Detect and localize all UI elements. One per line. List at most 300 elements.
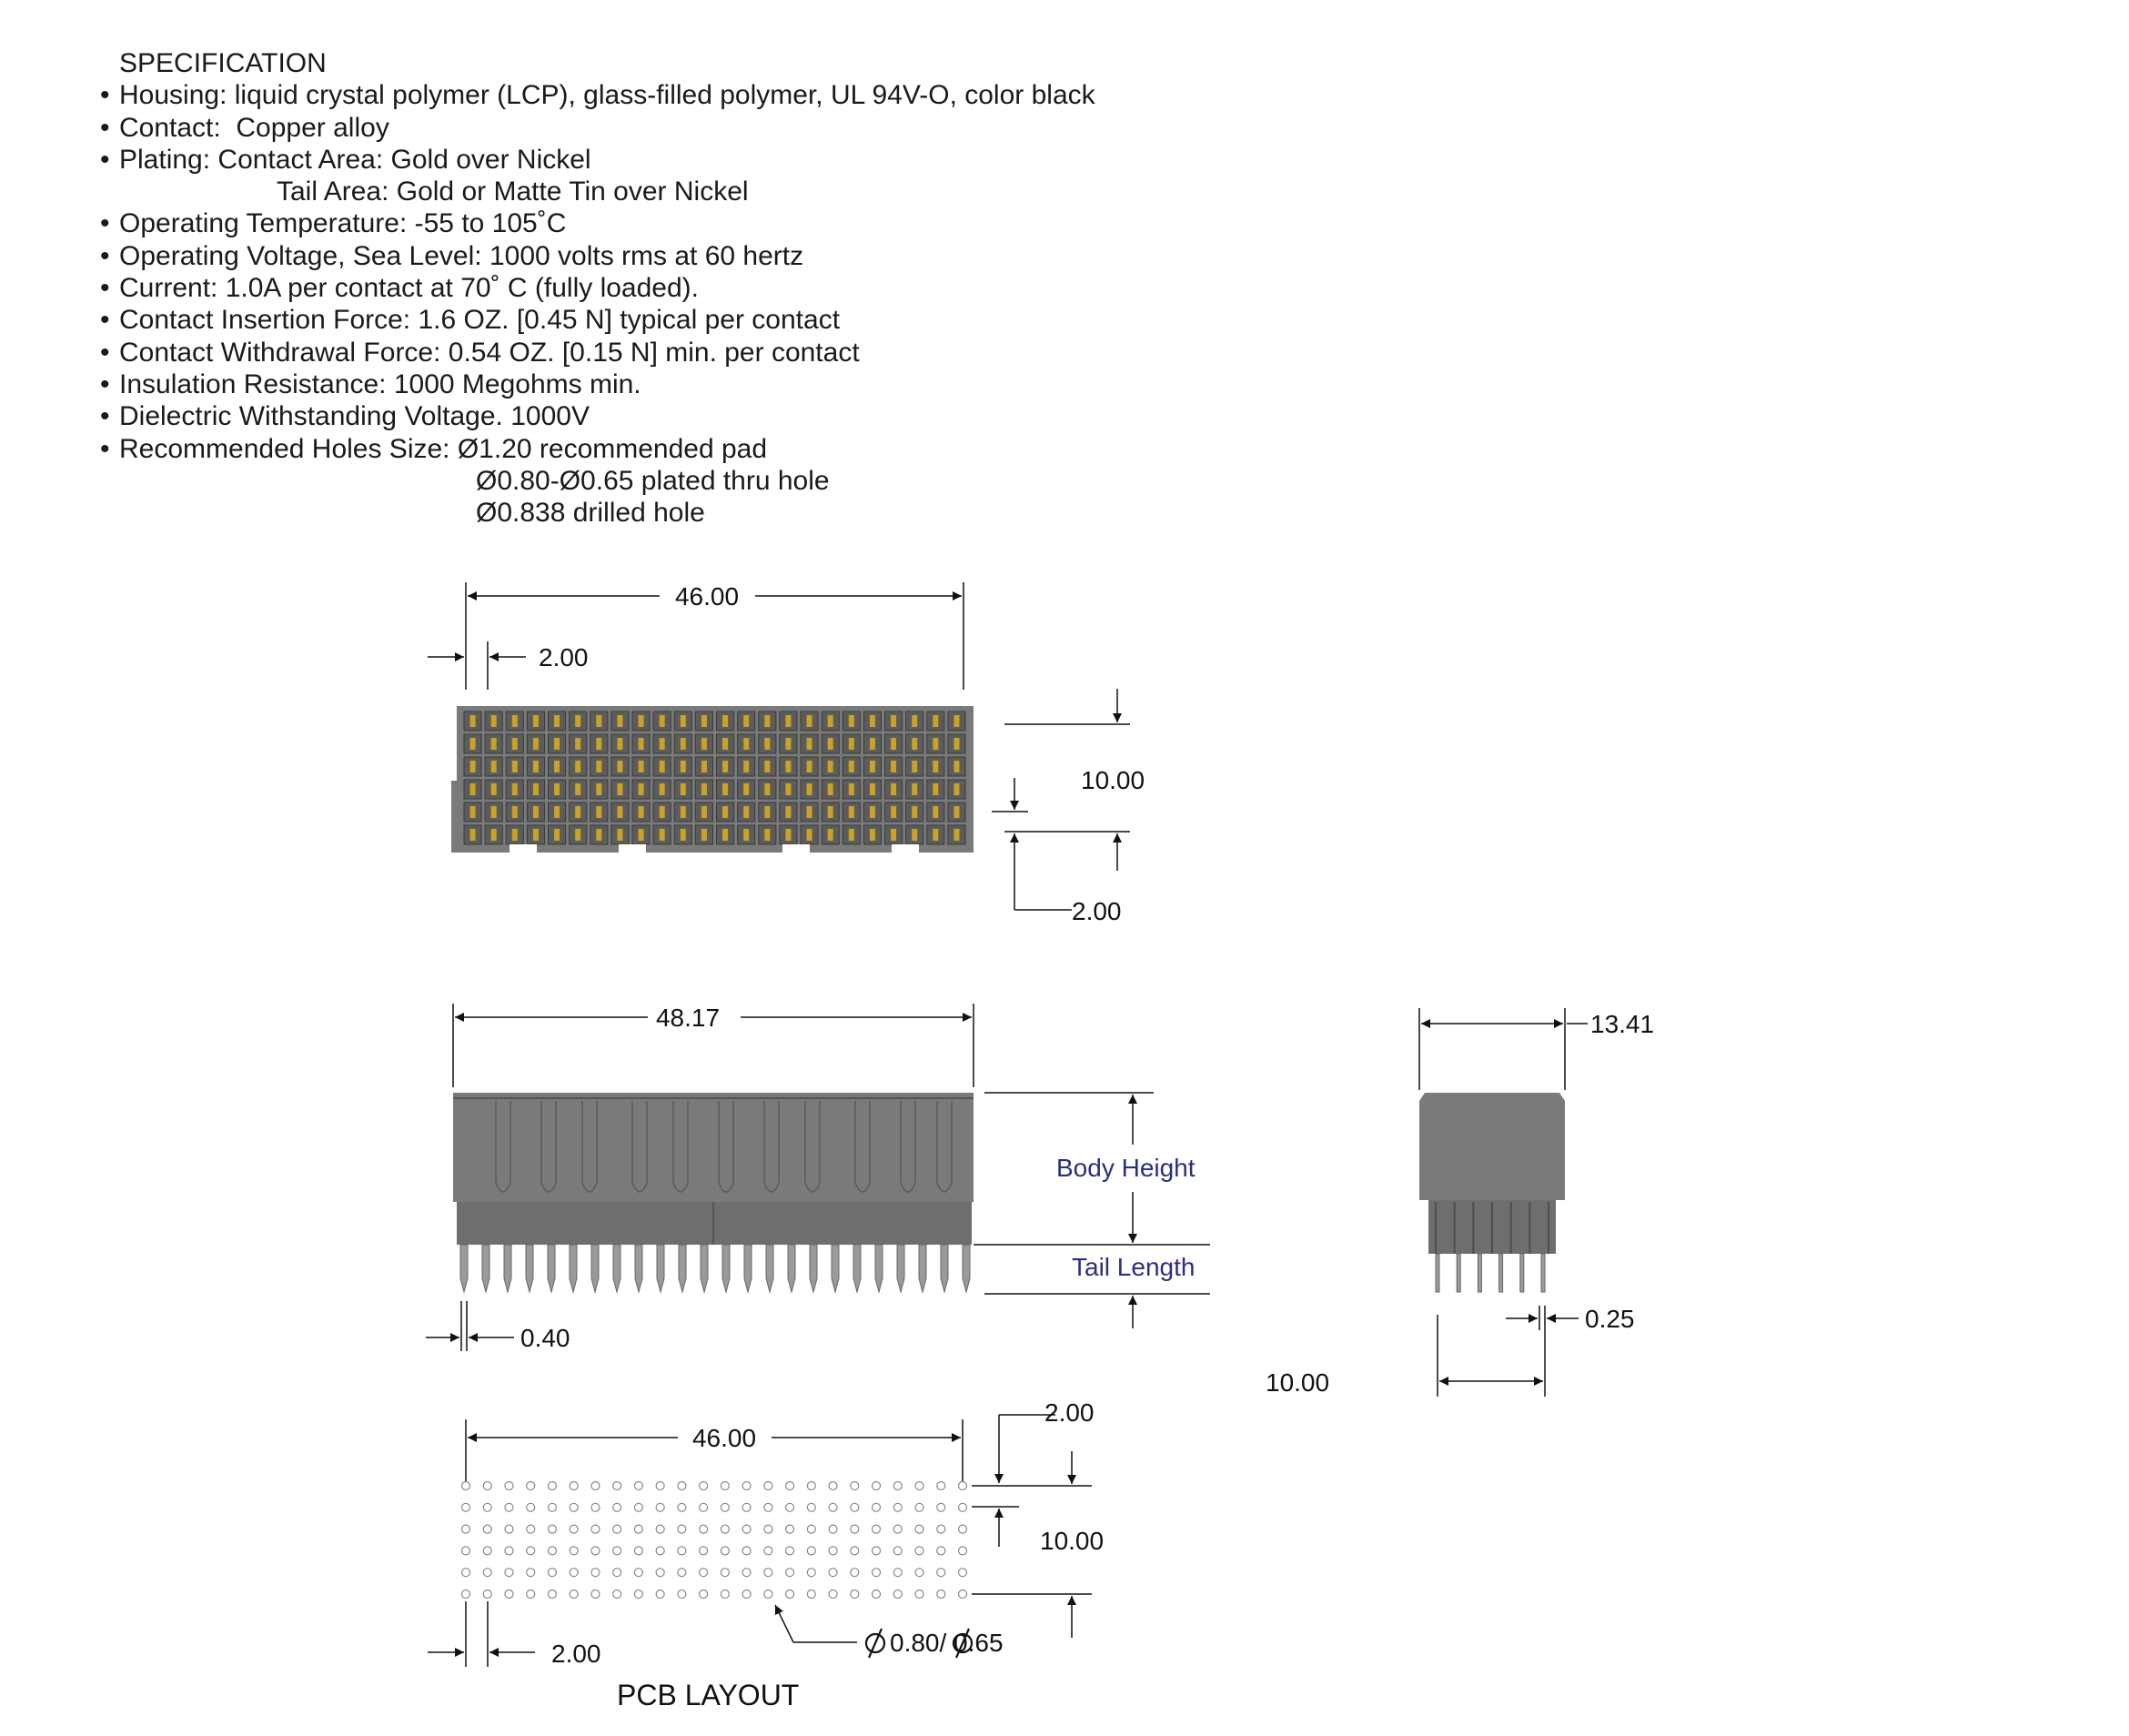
pcb-hole xyxy=(591,1590,600,1599)
contact-gold xyxy=(639,715,644,727)
pcb-hole xyxy=(851,1547,859,1555)
contact-gold xyxy=(849,761,854,772)
top-height-label: 10.00 xyxy=(1081,766,1145,794)
pcb-hole xyxy=(786,1590,794,1599)
pcb-col-pitch-label: 2.00 xyxy=(551,1640,601,1668)
contact-gold xyxy=(491,806,497,818)
pcb-hole xyxy=(462,1547,470,1555)
pcb-hole xyxy=(937,1482,945,1490)
contact-gold xyxy=(512,829,518,841)
pcb-hole xyxy=(721,1547,729,1555)
dim-top-width xyxy=(468,582,962,611)
pcb-hole xyxy=(959,1569,967,1577)
pcb-hole xyxy=(591,1525,600,1533)
contact-gold xyxy=(575,783,580,795)
contact-gold xyxy=(554,761,560,772)
contact-gold xyxy=(639,783,644,795)
pcb-hole xyxy=(742,1547,751,1555)
contact-gold xyxy=(617,761,622,772)
tail-pin xyxy=(963,1245,970,1292)
pcb-hole xyxy=(873,1482,881,1490)
contact-gold xyxy=(785,783,791,795)
spec-line-dielectric: • Dielectric Withstanding Voltage. 1000V xyxy=(100,401,590,432)
pcb-hole xyxy=(959,1503,967,1511)
contact-gold xyxy=(912,715,917,727)
tail-pin xyxy=(788,1245,795,1292)
pcb-hole xyxy=(721,1503,729,1511)
contact-gold xyxy=(722,806,728,818)
contact-gold xyxy=(596,783,601,795)
pcb-hole xyxy=(591,1503,600,1511)
contact-gold xyxy=(554,783,560,795)
pcb-hole xyxy=(786,1503,794,1511)
pcb-hole xyxy=(634,1525,642,1533)
pcb-hole xyxy=(915,1482,923,1490)
contact-gold xyxy=(891,715,896,727)
pcb-hole xyxy=(678,1569,686,1577)
contact-gold xyxy=(660,738,665,750)
pcb-hole xyxy=(873,1590,881,1599)
tail-pin xyxy=(482,1245,489,1292)
pcb-hole xyxy=(851,1482,859,1490)
pcb-hole xyxy=(483,1590,491,1599)
contact-gold xyxy=(533,715,539,727)
pcb-hole xyxy=(462,1482,470,1490)
contact-gold xyxy=(681,806,686,818)
end-view xyxy=(1266,1008,1654,1397)
tail-pin xyxy=(744,1245,752,1292)
contact-gold xyxy=(639,829,644,841)
pcb-hole xyxy=(721,1525,729,1533)
pcb-hole xyxy=(893,1569,902,1577)
tail-pin xyxy=(810,1245,817,1292)
pcb-hole xyxy=(548,1482,556,1490)
contact-gold xyxy=(849,738,854,750)
body-height-label: Body Height xyxy=(1056,1154,1196,1182)
contact-gold xyxy=(828,806,833,818)
pcb-hole xyxy=(764,1590,772,1599)
tail-pin xyxy=(657,1245,664,1292)
contact-gold xyxy=(470,761,476,772)
pcb-hole xyxy=(893,1482,902,1490)
pcb-hole xyxy=(786,1569,794,1577)
spec-line-temperature: • Operating Temperature: -55 to 105˚C xyxy=(100,208,567,239)
contact-gold xyxy=(912,806,917,818)
pin-thickness-label: 0.25 xyxy=(1585,1305,1635,1333)
contact-gold xyxy=(933,715,938,727)
contact-gold xyxy=(870,783,875,795)
side-view xyxy=(426,1004,1210,1352)
pcb-hole xyxy=(678,1590,686,1599)
contact-gold xyxy=(639,761,644,772)
contact-gold xyxy=(533,806,539,818)
pcb-hole xyxy=(656,1482,664,1490)
contact-gold xyxy=(491,761,497,772)
spec-line-housing: • Housing: liquid crystal polymer (LCP), glass-filled polymer, UL 94V-O, color black xyxy=(100,80,1095,111)
pin-width-label: 0.40 xyxy=(520,1324,570,1352)
contact-gold xyxy=(891,806,896,818)
contact-gold xyxy=(512,761,518,772)
contact-gold xyxy=(554,806,560,818)
contact-gold xyxy=(681,829,686,841)
contact-gold xyxy=(764,715,770,727)
spec-line-insertion-force: • Contact Insertion Force: 1.6 OZ. [0.45 N] typical per contact xyxy=(100,305,841,336)
pcb-hole xyxy=(829,1525,837,1533)
pcb-hole xyxy=(893,1503,902,1511)
top-row-offset-label: 2.00 xyxy=(1072,897,1122,925)
pcb-hole xyxy=(656,1547,664,1555)
contact-gold xyxy=(828,738,833,750)
contact-gold xyxy=(722,829,728,841)
pcb-hole xyxy=(893,1547,902,1555)
pcb-hole xyxy=(937,1569,945,1577)
tail-pin xyxy=(613,1245,621,1292)
contact-gold xyxy=(575,829,580,841)
contact-gold xyxy=(575,806,580,818)
dim-top-pitch xyxy=(428,643,589,671)
spec-line-voltage: • Operating Voltage, Sea Level: 1000 volts rms at 60 hertz xyxy=(100,240,804,271)
contact-gold xyxy=(807,806,812,818)
pcb-hole xyxy=(613,1525,621,1533)
svg-text:0.80/ 0.65: 0.80/ 0.65 xyxy=(890,1629,1004,1657)
pcb-hole xyxy=(700,1547,708,1555)
contact-gold xyxy=(512,783,518,795)
contact-gold xyxy=(828,715,833,727)
pcb-hole xyxy=(937,1525,945,1533)
contact-gold xyxy=(660,806,665,818)
tail-pin xyxy=(853,1245,861,1292)
contact-gold xyxy=(764,829,770,841)
end-pins xyxy=(1436,1254,1545,1292)
tail-pin xyxy=(941,1245,948,1292)
pcb-hole xyxy=(505,1503,513,1511)
tail-pin xyxy=(875,1245,883,1292)
pcb-hole xyxy=(634,1590,642,1599)
pcb-hole xyxy=(829,1482,837,1490)
tail-pin xyxy=(504,1245,511,1292)
pcb-hole xyxy=(807,1503,815,1511)
pcb-hole xyxy=(959,1525,967,1533)
contact-gold xyxy=(660,829,665,841)
contact-gold xyxy=(596,715,601,727)
tail-pin xyxy=(635,1245,642,1292)
contact-gold xyxy=(764,806,770,818)
contact-gold xyxy=(596,761,601,772)
tail-pins xyxy=(460,1245,970,1292)
pcb-hole xyxy=(700,1525,708,1533)
spec-line-holes: • Recommended Holes Size: Ø1.20 recommended pad xyxy=(100,433,768,464)
pcb-height-label: 10.00 xyxy=(1040,1527,1105,1555)
contact-gold xyxy=(660,761,665,772)
spec-line-contact: • Contact: Copper alloy xyxy=(100,112,389,143)
pcb-hole xyxy=(591,1482,600,1490)
contact-gold xyxy=(933,761,938,772)
pcb-hole xyxy=(742,1590,751,1599)
tail-pin xyxy=(919,1245,926,1292)
pcb-hole xyxy=(721,1590,729,1599)
pcb-hole xyxy=(483,1482,491,1490)
pcb-hole xyxy=(505,1590,513,1599)
pcb-hole xyxy=(634,1569,642,1577)
pcb-hole xyxy=(483,1503,491,1511)
pcb-hole xyxy=(656,1525,664,1533)
pcb-hole xyxy=(873,1569,881,1577)
pcb-hole xyxy=(527,1525,535,1533)
contact-gold xyxy=(954,715,959,727)
pcb-hole xyxy=(656,1590,664,1599)
end-housing xyxy=(1419,1093,1565,1200)
contact-gold xyxy=(660,715,665,727)
pcb-layout-title: PCB LAYOUT xyxy=(617,1679,800,1711)
top-width-label: 46.00 xyxy=(674,582,740,611)
contact-gold xyxy=(722,761,728,772)
pcb-hole xyxy=(915,1590,923,1599)
dim-side-length xyxy=(455,1004,972,1032)
contact-gold xyxy=(933,783,938,795)
pcb-hole xyxy=(851,1569,859,1577)
pcb-hole xyxy=(764,1482,772,1490)
pcb-hole xyxy=(851,1590,859,1599)
pcb-hole xyxy=(915,1569,923,1577)
pcb-hole xyxy=(721,1569,729,1577)
tail-pin xyxy=(526,1245,533,1292)
contact-gold xyxy=(849,829,854,841)
pcb-hole xyxy=(570,1482,578,1490)
spec-line-plating: • Plating: Contact Area: Gold over Nickel xyxy=(100,144,591,175)
pcb-hole xyxy=(462,1525,470,1533)
pcb-hole xyxy=(570,1569,578,1577)
tail-pin xyxy=(679,1245,686,1292)
pcb-hole xyxy=(700,1569,708,1577)
contact-gold xyxy=(849,783,854,795)
contact-gold xyxy=(617,738,622,750)
contact-gold xyxy=(743,715,749,727)
contact-gold xyxy=(912,783,917,795)
contact-gold xyxy=(954,806,959,818)
contact-gold xyxy=(681,783,686,795)
pcb-hole xyxy=(764,1569,772,1577)
pcb-hole xyxy=(786,1482,794,1490)
pcb-hole xyxy=(937,1590,945,1599)
contact-gold xyxy=(912,829,917,841)
contact-gold xyxy=(807,761,812,772)
contact-gold xyxy=(849,715,854,727)
pcb-layout xyxy=(428,1398,1104,1711)
pcb-hole xyxy=(742,1482,751,1490)
pcb-hole xyxy=(548,1547,556,1555)
contact-gold xyxy=(870,738,875,750)
pcb-hole xyxy=(700,1503,708,1511)
pcb-hole xyxy=(505,1482,513,1490)
pcb-hole xyxy=(764,1525,772,1533)
pcb-hole xyxy=(873,1525,881,1533)
tail-pin xyxy=(722,1245,730,1292)
pcb-hole xyxy=(548,1569,556,1577)
tail-pin xyxy=(897,1245,904,1292)
tail-pin xyxy=(701,1245,708,1292)
pcb-hole xyxy=(462,1503,470,1511)
pcb-hole xyxy=(700,1482,708,1490)
contact-gold xyxy=(617,806,622,818)
dim-pcb-width xyxy=(468,1424,961,1452)
contact-gold xyxy=(470,715,476,727)
pcb-hole xyxy=(505,1525,513,1533)
pcb-hole xyxy=(807,1547,815,1555)
contact-gold xyxy=(554,715,560,727)
tail-pin xyxy=(570,1245,577,1292)
spec-title: SPECIFICATION xyxy=(119,48,327,78)
contact-gold xyxy=(785,806,791,818)
contact-gold xyxy=(933,738,938,750)
pcb-hole xyxy=(937,1503,945,1511)
pcb-hole xyxy=(807,1590,815,1599)
contact-gold xyxy=(701,738,707,750)
pcb-hole xyxy=(764,1503,772,1511)
end-pin xyxy=(1520,1254,1524,1292)
pcb-hole xyxy=(613,1590,621,1599)
contact-gold xyxy=(701,783,707,795)
tail-pin xyxy=(548,1245,555,1292)
contact-gold xyxy=(554,829,560,841)
pcb-hole xyxy=(893,1590,902,1599)
pcb-hole xyxy=(915,1525,923,1533)
pcb-hole xyxy=(893,1525,902,1533)
spec-line-tail-area: Tail Area: Gold or Matte Tin over Nickel xyxy=(277,177,749,207)
pcb-hole xyxy=(548,1525,556,1533)
contact-gold xyxy=(954,829,959,841)
pcb-row-pitch-label: 2.00 xyxy=(1044,1398,1095,1427)
contact-gold xyxy=(491,715,497,727)
pcb-hole xyxy=(483,1569,491,1577)
pcb-hole xyxy=(873,1547,881,1555)
contact-gold xyxy=(807,715,812,727)
pcb-hole xyxy=(678,1503,686,1511)
pcb-hole xyxy=(829,1547,837,1555)
contact-gold xyxy=(785,738,791,750)
contact-gold xyxy=(681,761,686,772)
pcb-hole xyxy=(959,1590,967,1599)
pcb-hole xyxy=(591,1569,600,1577)
pcb-hole xyxy=(527,1482,535,1490)
contact-gold xyxy=(933,806,938,818)
contact-gold xyxy=(807,738,812,750)
end-pin xyxy=(1478,1254,1481,1292)
contact-gold xyxy=(470,806,476,818)
pcb-hole xyxy=(915,1503,923,1511)
pcb-hole xyxy=(678,1525,686,1533)
end-row-span-label: 10.00 xyxy=(1266,1368,1330,1397)
contact-gold xyxy=(743,738,749,750)
contact-gold xyxy=(470,829,476,841)
contact-gold xyxy=(701,806,707,818)
contact-gold xyxy=(470,738,476,750)
contact-gold xyxy=(575,715,580,727)
end-pin xyxy=(1541,1254,1545,1292)
contact-gold xyxy=(491,738,497,750)
pcb-width-label: 46.00 xyxy=(691,1424,757,1452)
pcb-hole xyxy=(634,1503,642,1511)
contact-gold xyxy=(701,829,707,841)
tail-pin xyxy=(460,1245,468,1292)
pcb-hole xyxy=(483,1525,491,1533)
contact-gold xyxy=(870,829,875,841)
contact-gold xyxy=(533,783,539,795)
contact-gold xyxy=(701,761,707,772)
end-pin xyxy=(1436,1254,1439,1292)
contact-gold xyxy=(596,829,601,841)
pcb-hole xyxy=(851,1525,859,1533)
pcb-hole xyxy=(700,1590,708,1599)
contact-gold xyxy=(575,738,580,750)
hole-size-label xyxy=(866,1629,1004,1658)
contact-gold xyxy=(870,761,875,772)
contact-gold xyxy=(660,783,665,795)
end-width-label: 13.41 xyxy=(1590,1010,1655,1038)
pcb-hole xyxy=(570,1503,578,1511)
contact-gold xyxy=(954,738,959,750)
contact-gold xyxy=(828,761,833,772)
pcb-hole xyxy=(807,1525,815,1533)
contact-gold xyxy=(828,829,833,841)
contact-gold xyxy=(891,783,896,795)
pcb-hole xyxy=(829,1569,837,1577)
end-pin xyxy=(1457,1254,1460,1292)
contact-gold xyxy=(701,715,707,727)
contact-gold xyxy=(785,715,791,727)
contact-gold xyxy=(617,829,622,841)
contact-gold xyxy=(764,761,770,772)
pcb-hole xyxy=(527,1569,535,1577)
pcb-hole xyxy=(548,1590,556,1599)
pcb-hole xyxy=(505,1547,513,1555)
contact-gold xyxy=(891,829,896,841)
contact-gold xyxy=(785,829,791,841)
pcb-hole xyxy=(829,1590,837,1599)
contact-gold xyxy=(681,715,686,727)
side-housing-upper xyxy=(453,1093,974,1202)
contact-gold xyxy=(554,738,560,750)
pcb-hole xyxy=(570,1590,578,1599)
pcb-hole xyxy=(656,1503,664,1511)
contact-gold xyxy=(617,715,622,727)
hole-grid xyxy=(462,1482,967,1599)
spec-line-plated-hole: Ø0.80-Ø0.65 plated thru hole xyxy=(476,465,830,496)
contact-gold xyxy=(639,806,644,818)
pcb-hole xyxy=(656,1569,664,1577)
pcb-hole xyxy=(570,1547,578,1555)
contact-gold xyxy=(764,738,770,750)
contact-gold xyxy=(891,738,896,750)
pcb-hole xyxy=(742,1503,751,1511)
contact-gold xyxy=(575,761,580,772)
pcb-hole xyxy=(742,1525,751,1533)
top-pitch-label: 2.00 xyxy=(539,643,589,671)
spec-line-current: • Current: 1.0A per contact at 70˚ C (fully loaded). xyxy=(100,273,699,304)
contact-gold xyxy=(912,738,917,750)
pcb-hole xyxy=(829,1503,837,1511)
pcb-hole xyxy=(527,1590,535,1599)
pcb-hole xyxy=(807,1482,815,1490)
side-length-label: 48.17 xyxy=(655,1004,721,1032)
contact-gold xyxy=(954,783,959,795)
pcb-hole xyxy=(764,1547,772,1555)
pcb-hole xyxy=(548,1503,556,1511)
pcb-hole xyxy=(937,1547,945,1555)
contact-gold xyxy=(954,761,959,772)
pcb-hole xyxy=(786,1547,794,1555)
contact-gold xyxy=(785,761,791,772)
contact-gold xyxy=(849,806,854,818)
